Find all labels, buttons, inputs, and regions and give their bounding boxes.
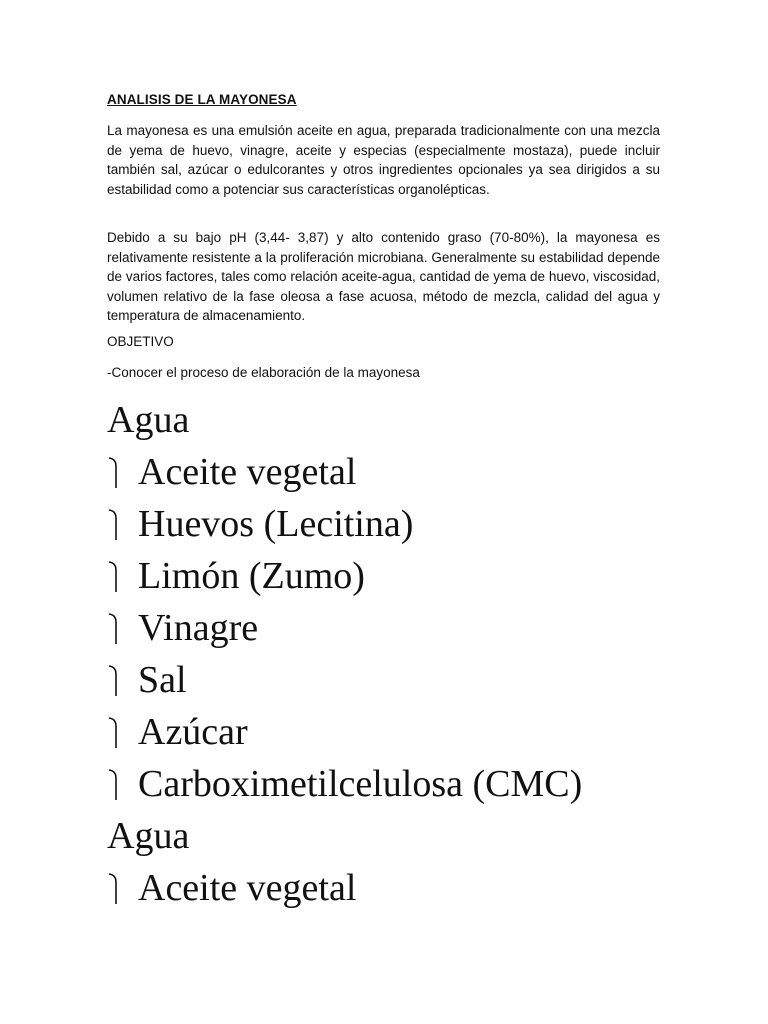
document-title: ANALISIS DE LA MAYONESA: [107, 92, 297, 107]
list-item-label: Limón (Zumo): [138, 555, 365, 597]
list-heading-agua: Agua: [107, 399, 190, 441]
right-bracket-icon: [107, 872, 121, 906]
list-item-label: Azúcar: [138, 711, 248, 753]
list-item-label: Vinagre: [138, 607, 259, 649]
right-bracket-icon: [107, 612, 121, 646]
objetivo-text: -Conocer el proceso de elaboración de la mayonesa: [107, 365, 420, 380]
right-bracket-icon: [107, 716, 121, 750]
list-item-label: Aceite vegetal: [138, 867, 357, 909]
right-bracket-icon: [107, 768, 121, 802]
right-bracket-icon: [107, 560, 121, 594]
list-item-label: Carboximetilcelulosa (CMC): [138, 763, 583, 805]
objetivo-label: OBJETIVO: [107, 334, 174, 349]
list-item-label: Sal: [138, 659, 187, 701]
right-bracket-icon: [107, 456, 121, 490]
right-bracket-icon: [107, 664, 121, 698]
list-item-label: Huevos (Lecitina): [138, 503, 414, 545]
list-heading-agua-2: Agua: [107, 815, 190, 857]
paragraph-stability: Debido a su bajo pH (3,44- 3,87) y alto contenido graso (70-80%), la mayonesa es relativamente resistente a la proliferación microbiana. Generalmente su estabilidad depende de varios factores, tales como relación aceite-agua, cantidad de yema de huevo, viscosidad, volumen relativo de la fase oleosa a fase acuosa, método de mezcla, calidad del agua y temperatura de almacenamiento.: [107, 230, 660, 324]
list-item-label: Aceite vegetal: [138, 451, 357, 493]
right-bracket-icon: [107, 508, 121, 542]
paragraph-intro: La mayonesa es una emulsión aceite en agua, preparada tradicionalmente con una mezcla de yema de huevo, vinagre, aceite y especias (especialmente mostaza), puede incluir también sal, azúcar o edulcorantes y otros ingredientes opcionales ya sea dirigidos a su estabilidad como a potenciar sus características organolépticas.: [107, 123, 660, 197]
